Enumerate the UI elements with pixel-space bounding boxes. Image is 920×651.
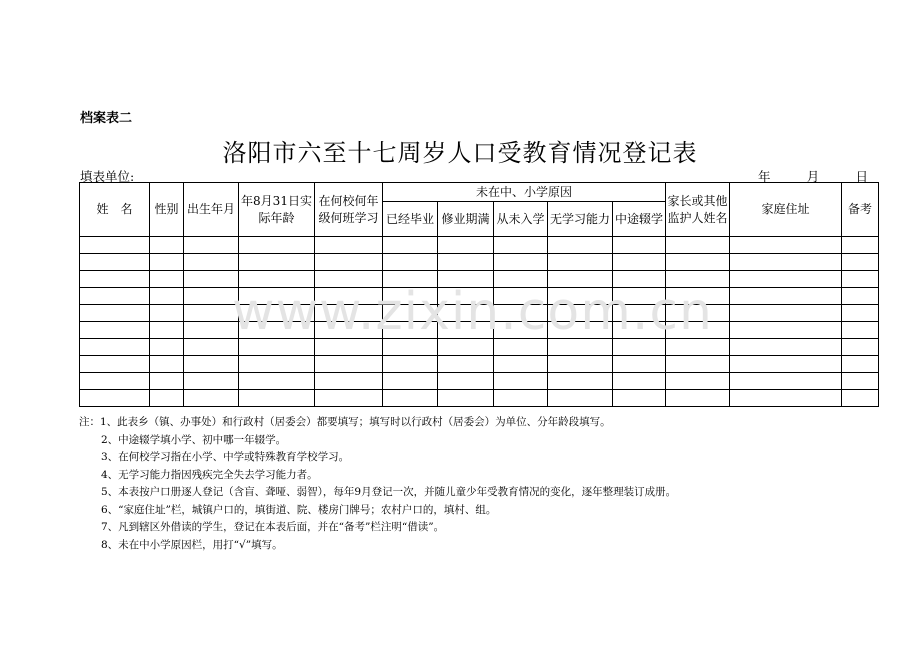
- table-cell[interactable]: [494, 339, 548, 356]
- table-cell[interactable]: [150, 373, 184, 390]
- table-cell[interactable]: [438, 271, 494, 288]
- table-cell[interactable]: [239, 339, 315, 356]
- table-cell[interactable]: [613, 390, 666, 407]
- table-cell[interactable]: [842, 373, 879, 390]
- table-cell[interactable]: [613, 237, 666, 254]
- table-cell[interactable]: [842, 356, 879, 373]
- table-cell[interactable]: [383, 305, 438, 322]
- table-cell[interactable]: [494, 390, 548, 407]
- table-cell[interactable]: [150, 271, 184, 288]
- table-cell[interactable]: [494, 254, 548, 271]
- table-cell[interactable]: [184, 356, 239, 373]
- note-line: 8、未在中小学原因栏，用打“√”填写。: [101, 538, 283, 551]
- table-cell[interactable]: [842, 322, 879, 339]
- table-cell[interactable]: [548, 288, 613, 305]
- table-cell[interactable]: [438, 254, 494, 271]
- year-label: 年: [758, 169, 771, 184]
- table-cell[interactable]: [438, 390, 494, 407]
- table-cell[interactable]: [80, 356, 150, 373]
- table-cell[interactable]: [613, 254, 666, 271]
- fill-unit-label: 填表单位:: [80, 169, 135, 184]
- table-cell[interactable]: [666, 322, 730, 339]
- table-cell[interactable]: [80, 339, 150, 356]
- table-cell[interactable]: [150, 288, 184, 305]
- table-row: [80, 305, 879, 322]
- table-cell[interactable]: [730, 254, 842, 271]
- table-cell[interactable]: [666, 271, 730, 288]
- table-cell[interactable]: [548, 390, 613, 407]
- table-cell[interactable]: [730, 339, 842, 356]
- header-reason-group: 未在中、小学原因: [383, 183, 666, 202]
- header-reason: 从未入学: [494, 202, 548, 237]
- table-cell[interactable]: [315, 288, 383, 305]
- table-cell[interactable]: [666, 288, 730, 305]
- note-line: 注：1、此表乡（镇、办事处）和行政村（居委会）都要填写；填写时以行政村（居委会）为单位、分年龄段填写。: [79, 416, 611, 428]
- table-cell[interactable]: [494, 237, 548, 254]
- table-cell[interactable]: [494, 373, 548, 390]
- table-cell[interactable]: [494, 356, 548, 373]
- table-cell[interactable]: [613, 322, 666, 339]
- table-row: [80, 373, 879, 390]
- table-cell[interactable]: [184, 373, 239, 390]
- table-cell[interactable]: [613, 373, 666, 390]
- table-cell[interactable]: [80, 271, 150, 288]
- registration-table: [79, 182, 879, 407]
- table-cell[interactable]: [613, 339, 666, 356]
- table-cell[interactable]: [315, 390, 383, 407]
- table-cell[interactable]: [184, 237, 239, 254]
- header-reason: 已经毕业: [383, 202, 438, 237]
- table-cell[interactable]: [80, 373, 150, 390]
- table-cell[interactable]: [80, 288, 150, 305]
- table-cell[interactable]: [548, 356, 613, 373]
- table-row: [80, 322, 879, 339]
- archive-label: 档案表二: [80, 111, 133, 126]
- table-cell[interactable]: [730, 322, 842, 339]
- table-cell[interactable]: [548, 254, 613, 271]
- table-cell[interactable]: [315, 339, 383, 356]
- table-cell[interactable]: [150, 254, 184, 271]
- table-row: [80, 356, 879, 373]
- table-cell[interactable]: [666, 237, 730, 254]
- table-cell[interactable]: [730, 271, 842, 288]
- table-cell[interactable]: [239, 305, 315, 322]
- table-cell[interactable]: [150, 305, 184, 322]
- header-name: 姓 名: [80, 183, 150, 237]
- table-cell[interactable]: [548, 237, 613, 254]
- table-cell[interactable]: [80, 322, 150, 339]
- table-cell[interactable]: [184, 305, 239, 322]
- header-guardian: 家长或其他监护人姓名: [666, 183, 730, 237]
- table-cell[interactable]: [548, 322, 613, 339]
- table-cell[interactable]: [438, 322, 494, 339]
- table-cell[interactable]: [548, 339, 613, 356]
- table-row: [80, 339, 879, 356]
- table-cell[interactable]: [666, 254, 730, 271]
- table-cell[interactable]: [613, 271, 666, 288]
- table-cell[interactable]: [730, 237, 842, 254]
- table-cell[interactable]: [150, 390, 184, 407]
- table-cell[interactable]: [494, 305, 548, 322]
- table-cell[interactable]: [239, 288, 315, 305]
- table-cell[interactable]: [184, 288, 239, 305]
- header-reason: 无学习能力: [548, 202, 613, 237]
- table-cell[interactable]: [842, 339, 879, 356]
- table-cell[interactable]: [666, 356, 730, 373]
- table-row: [80, 390, 879, 407]
- note-line: 2、中途辍学填小学、初中哪一年辍学。: [101, 433, 287, 446]
- table-cell[interactable]: [438, 305, 494, 322]
- table-cell[interactable]: [315, 322, 383, 339]
- table-cell[interactable]: [239, 271, 315, 288]
- table-cell[interactable]: [666, 373, 730, 390]
- table-cell[interactable]: [239, 322, 315, 339]
- table-cell[interactable]: [239, 373, 315, 390]
- header-address: 家庭住址: [730, 183, 842, 237]
- table-cell[interactable]: [730, 390, 842, 407]
- table-cell[interactable]: [613, 288, 666, 305]
- table-cell[interactable]: [730, 288, 842, 305]
- table-cell[interactable]: [666, 305, 730, 322]
- table-cell[interactable]: [184, 339, 239, 356]
- note-line: 6、“家庭住址”栏，城镇户口的，填街道、院、楼房门牌号；农村户口的，填村、组。: [101, 503, 497, 516]
- table-cell[interactable]: [438, 288, 494, 305]
- table-row: [80, 254, 879, 271]
- table-cell[interactable]: [613, 305, 666, 322]
- table-cell[interactable]: [315, 237, 383, 254]
- table-cell[interactable]: [666, 390, 730, 407]
- note-line: 5、本表按户口册逐人登记（含盲、聋哑、弱智），每年9月登记一次，并随儿童少年受教育情况的变化，逐年整理装订成册。: [101, 486, 677, 498]
- table-cell[interactable]: [438, 339, 494, 356]
- table-row: [80, 271, 879, 288]
- table-cell[interactable]: [150, 237, 184, 254]
- table-cell[interactable]: [150, 356, 184, 373]
- table-cell[interactable]: [494, 322, 548, 339]
- table-cell[interactable]: [613, 356, 666, 373]
- day-label: 日: [855, 169, 868, 184]
- header-reason: 中途辍学: [613, 202, 666, 237]
- table-cell[interactable]: [80, 237, 150, 254]
- table-cell[interactable]: [184, 390, 239, 407]
- month-label: 月: [806, 169, 820, 184]
- table-cell[interactable]: [730, 373, 842, 390]
- table-cell[interactable]: [239, 254, 315, 271]
- table-cell[interactable]: [150, 339, 184, 356]
- table-cell[interactable]: [184, 254, 239, 271]
- table-cell[interactable]: [548, 305, 613, 322]
- table-cell[interactable]: [80, 305, 150, 322]
- table-cell[interactable]: [383, 288, 438, 305]
- table-cell[interactable]: [315, 356, 383, 373]
- table-cell[interactable]: [184, 322, 239, 339]
- header-gender: 性别: [150, 183, 184, 237]
- table-cell[interactable]: [383, 356, 438, 373]
- notes: [79, 414, 676, 554]
- note-line: 7、凡到辖区外借读的学生，登记在本表后面，并在“备考”栏注明“借读”。: [101, 521, 445, 533]
- watermark: www.zixin.com.cn: [232, 282, 713, 342]
- table-cell[interactable]: [150, 322, 184, 339]
- table-cell[interactable]: [383, 322, 438, 339]
- table-cell[interactable]: [842, 305, 879, 322]
- table-cell[interactable]: [548, 373, 613, 390]
- table-cell[interactable]: [438, 373, 494, 390]
- table-cell[interactable]: [494, 288, 548, 305]
- note-line: 3、在何校学习指在小学、中学或特殊教育学校学习。: [101, 451, 350, 463]
- table-cell[interactable]: [80, 254, 150, 271]
- note-line: 4、无学习能力指因残疾完全失去学习能力者。: [101, 468, 318, 481]
- table-cell[interactable]: [842, 237, 879, 254]
- table-cell[interactable]: [315, 271, 383, 288]
- header-birth: 出生年月: [184, 183, 239, 237]
- header-remark: 备考: [842, 183, 879, 237]
- table-cell[interactable]: [239, 356, 315, 373]
- table-cell[interactable]: [842, 288, 879, 305]
- header-reason: 修业期满: [438, 202, 494, 237]
- table-cell[interactable]: [383, 254, 438, 271]
- table-row: [80, 237, 879, 254]
- table-cell[interactable]: [438, 237, 494, 254]
- table-cell[interactable]: [239, 390, 315, 407]
- table-cell[interactable]: [383, 237, 438, 254]
- table-cell[interactable]: [666, 339, 730, 356]
- table-cell[interactable]: [184, 271, 239, 288]
- page-title: 洛阳市六至十七周岁人口受教育情况登记表: [222, 139, 698, 167]
- table-cell[interactable]: [383, 390, 438, 407]
- table-cell[interactable]: [315, 305, 383, 322]
- table-cell[interactable]: [730, 356, 842, 373]
- table-cell[interactable]: [80, 390, 150, 407]
- table-cell[interactable]: [842, 390, 879, 407]
- table-cell[interactable]: [383, 339, 438, 356]
- table-row: [80, 288, 879, 305]
- table-cell[interactable]: [730, 305, 842, 322]
- table-cell[interactable]: [383, 373, 438, 390]
- header-age: 年8月31日实际年龄: [239, 183, 315, 237]
- table-cell[interactable]: [548, 271, 613, 288]
- header-school: 在何校何年级何班学习: [315, 183, 383, 237]
- table-cell[interactable]: [438, 356, 494, 373]
- table-cell[interactable]: [383, 271, 438, 288]
- table-cell[interactable]: [239, 237, 315, 254]
- table-cell[interactable]: [842, 254, 879, 271]
- table-cell[interactable]: [315, 373, 383, 390]
- table-cell[interactable]: [494, 271, 548, 288]
- table-cell[interactable]: [315, 254, 383, 271]
- table-cell[interactable]: [842, 271, 879, 288]
